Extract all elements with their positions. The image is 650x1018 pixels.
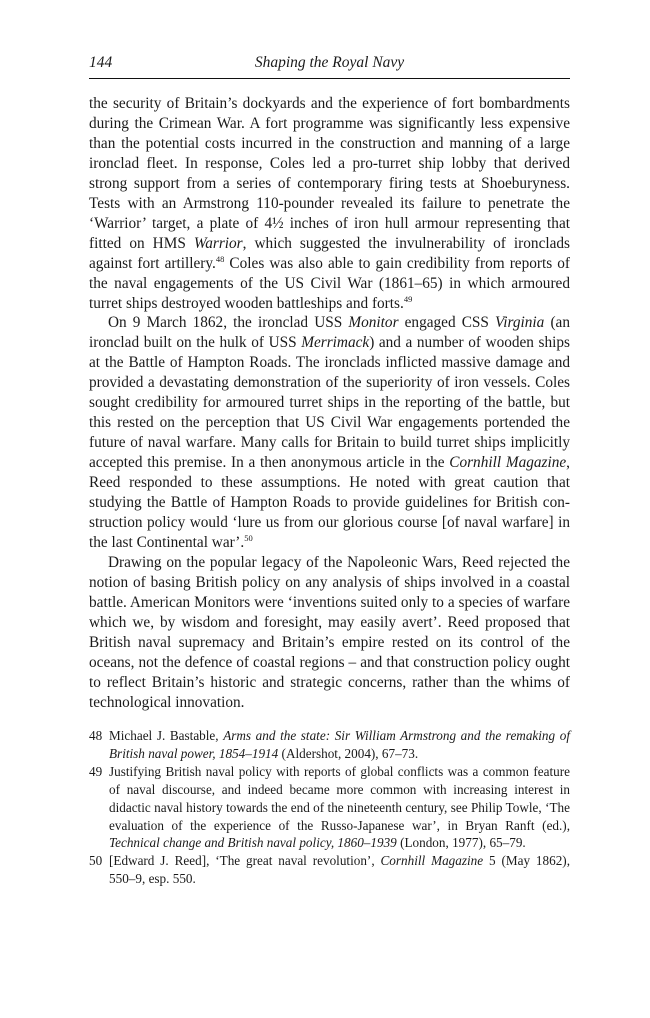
- body-text: [89, 94, 570, 713]
- text-run: , which suggested the invulnerability of ironclads against fort artillery.: [89, 234, 570, 272]
- italic-text: Merrimack: [301, 334, 370, 352]
- text-run: Coles was also able to gain credibility from reports of the naval engagements of the US Civil War (1861–65) in which armoured turret ships destroyed wooden battleships and forts.: [89, 254, 570, 312]
- text-run: (London, 1977), 65–79.: [396, 835, 526, 851]
- text-run: 5 (May 1862), 550–9, esp. 550.: [109, 853, 570, 887]
- text-run: On 9 March 1862, the ironclad USS: [108, 314, 349, 332]
- footnote-number: 49: [89, 763, 103, 779]
- italic-text: Warrior: [193, 234, 243, 252]
- page-number: 144: [89, 54, 113, 71]
- italic-text: Virginia: [495, 314, 545, 332]
- text-run: (Aldershot, 2004), 67–73.: [278, 745, 419, 761]
- footnote-text: [109, 853, 570, 886]
- footnotes: [89, 727, 570, 888]
- footnote-text: [109, 728, 570, 761]
- italic-text: Cornhill Magazine: [380, 853, 484, 869]
- header-rule: [89, 78, 570, 79]
- footnote: [89, 852, 570, 888]
- footnote-number: 48: [89, 728, 103, 743]
- paragraph: [89, 94, 570, 313]
- text-run: Michael J. Bastable,: [109, 728, 224, 743]
- italic-text: Monitor: [348, 314, 399, 332]
- paragraph: [89, 313, 570, 552]
- text-run: Drawing on the popular legacy of the Napoleonic Wars, Reed rejected the notion of basing British policy on any analysis of ships involved in a coastal battle. American Monitors were ‘inventions suited only to a species of warfare which we, by wisdom and foresight, may easily avert’. Reed proposed that British naval supremacy and Britain’s empire rested on its control of the oceans, not the defence of coastal regions – and that construction policy ought to reflect Britain’s historic and strategic concerns, rather than the whims of technological innovation.: [89, 553, 570, 711]
- footnote: [89, 727, 570, 763]
- footnote-text: [109, 764, 570, 851]
- footnote-number: 50: [89, 853, 103, 869]
- footnote: [89, 763, 570, 853]
- italic-text: Cornhill Magazine: [449, 454, 567, 472]
- text-run: , Reed responded to these assumptions. He noted with great caution that studying the Battle of Hampton Roads to provide guidelines for British construction policy would ‘lure us from our glorious course [of naval warfare] in the last Continental war’.: [89, 454, 570, 551]
- footnote-reference: 48: [215, 253, 225, 264]
- footnote-reference: 49: [403, 293, 413, 304]
- text-run: engaged CSS: [398, 314, 496, 332]
- paragraph: [89, 553, 570, 713]
- running-header: [89, 54, 570, 76]
- italic-text: Arms and the state: Sir William Armstrong and the remaking of British naval power, 1854–1914: [109, 728, 570, 761]
- text-run: Justifying British naval policy with reports of global conflicts was a common feature of naval discourse, and indeed became more common with increasing interest in didactic naval history towards the end of the nineteenth century, see Philip Towle, ‘The evaluation of the experience of the Russo-Japanese war’, in Bryan Ranft (ed.),: [109, 763, 570, 833]
- footnote-reference: 50: [244, 532, 253, 543]
- running-title: Shaping the Royal Navy: [254, 54, 405, 71]
- text-run: the security of Britain’s dockyards and the experience of fort bombardments during the Crimean War. A fort programme was significantly less expensive than the potential costs incurred in the construction and manning of a large ironclad fleet. In response, Coles led a pro-turret ship lobby that derived strong support from a series of contemporary firing tests at Shoeburyness. Tests with an Armstrong 110-pounder revealed its failure to penetrate the ‘Warrior’ target, a plate of 4½ inches of iron hull armour representing that fitted on HMS: [89, 95, 570, 252]
- italic-text: Technical change and British naval policy, 1860–1939: [109, 835, 397, 851]
- text-run: ) and a number of wooden ships at the Battle of Hampton Roads. The ironclads inflicted massive damage and provided a devastating demonstration of the superiority of iron vessels. Coles sought credibility for armoured turret ships in the reporting of the battle, but this rested on the perception that US Civil War engagements portended the future of naval warfare. Many calls for Britain to build turret ships implicitly accepted this premise. In a then anonymous article in the: [89, 334, 570, 472]
- text-run: (an ironclad built on the hulk of USS: [89, 314, 570, 352]
- text-run: [Edward J. Reed], ‘The great naval revolution’,: [109, 853, 381, 869]
